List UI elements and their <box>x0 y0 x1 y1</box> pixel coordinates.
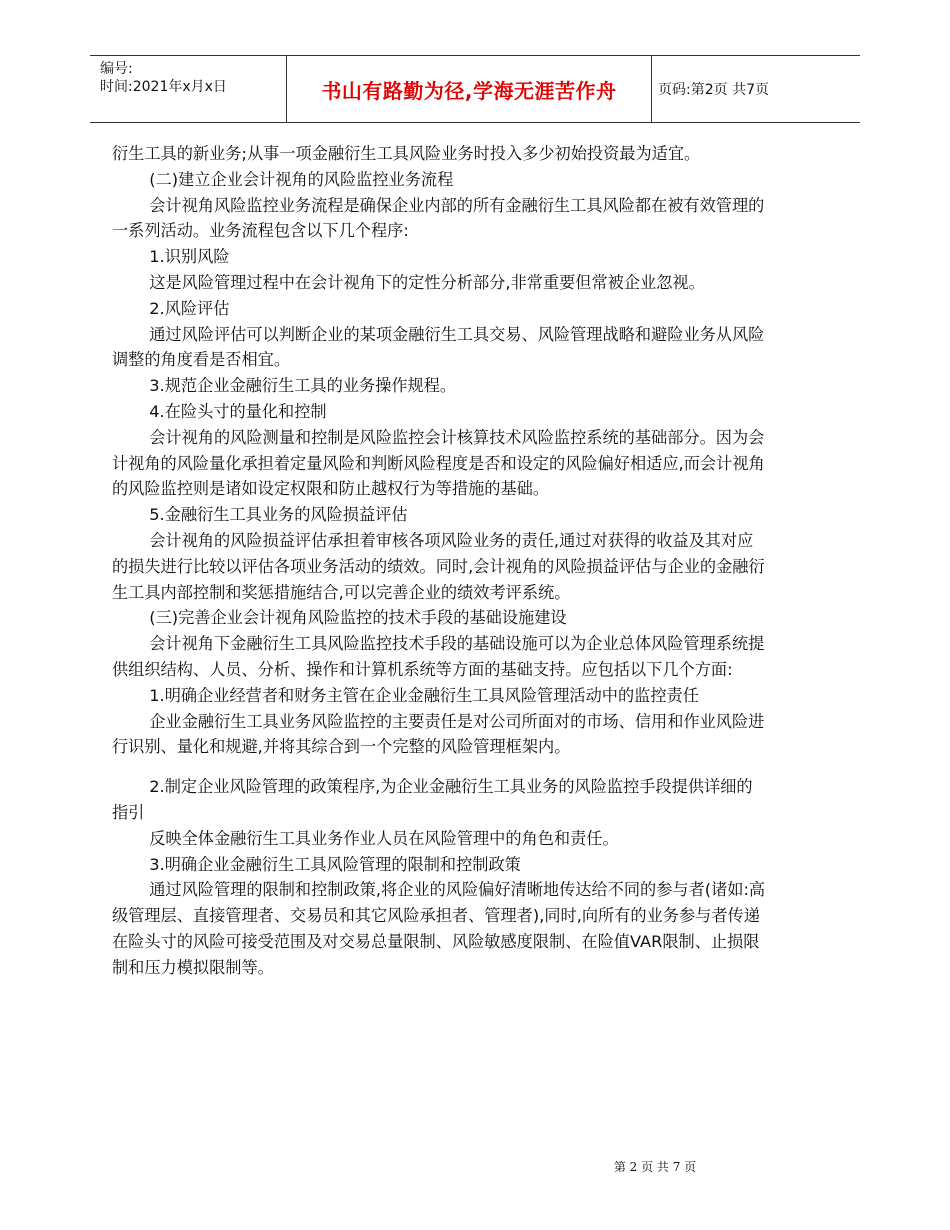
paragraph: 企业金融衍生工具业务风险监控的主要责任是对公司所面对的市场、信用和作业风险进行识别、量化和规避,并将其综合到一个完整的风险管理框架内。 <box>112 711 765 757</box>
paragraph: 会计视角风险监控业务流程是确保企业内部的所有金融衍生工具风险都在被有效管理的一系列活动。业务流程包含以下几个程序: <box>112 195 765 241</box>
time-label: 时间:2021年x月x日 <box>100 79 227 95</box>
paragraph: 会计视角下金融衍生工具风险监控技术手段的基础设施可以为企业总体风险管理系统提供组织结构、人员、分析、操作和计算机系统等方面的基础支持。应包括以下几个方面: <box>112 634 765 679</box>
page-footer <box>0 1158 950 1175</box>
numbered-heading: 5.金融衍生工具业务的风险损益评估 <box>149 505 408 525</box>
motto-text: 书山有路勤为径,学海无涯苦作舟 <box>321 78 617 103</box>
paragraph: 衍生工具的新业务;从事一项金融衍生工具风险业务时投入多少初始投资最为适宜。 <box>112 144 701 163</box>
paragraph: (三)完善企业会计视角风险监控的技术手段的基础设施建设 <box>149 608 567 628</box>
page-header <box>90 55 860 123</box>
number-label: 编号: <box>100 61 133 77</box>
numbered-heading: 1.明确企业经营者和财务主管在企业金融衍生工具风险管理活动中的监控责任 <box>149 685 699 705</box>
page-label: 页码:第2页 共7页 <box>658 82 769 98</box>
header-page-info <box>658 56 769 122</box>
paragraph: 通过风险管理的限制和控制政策,将企业的风险偏好清晰地传达给不同的参与者(诸如:高级管理层、直接管理者、交易员和其它风险承担者、管理者),同时,向所有的业务参与者传递在险头寸的风险可接受范围及对交易总量限制、风险敏感度限制、在险值VAR限制、止损限制和压力模拟限制等。 <box>112 880 766 977</box>
header-motto-box <box>286 56 652 122</box>
numbered-heading: 4.在险头寸的量化和控制 <box>149 401 327 421</box>
numbered-heading: 1.识别风险 <box>149 247 230 267</box>
document-body <box>112 141 767 981</box>
numbered-heading: 2.风险评估 <box>149 298 230 318</box>
numbered-heading: 3.规范企业金融衍生工具的业务操作规程。 <box>149 376 457 396</box>
paragraph: (二)建立企业会计视角的风险监控业务流程 <box>149 169 454 189</box>
numbered-heading: 2.制定企业风险管理的政策程序,为企业金融衍生工具业务的风险监控手段提供详细的指引 <box>112 777 753 822</box>
header-meta <box>100 60 227 96</box>
numbered-heading: 3.明确企业金融衍生工具风险管理的限制和控制政策 <box>149 854 521 874</box>
paragraph: 会计视角的风险测量和控制是风险监控会计核算技术风险监控系统的基础部分。因为会计视角的风险量化承担着定量风险和判断风险程度是否和设定的风险偏好相适应,而会计视角的风险监控则是诸如设定权限和防止越权行为等措施的基础。 <box>112 427 765 499</box>
footer-page-number: 第 2 页 共 7 页 <box>613 1160 697 1174</box>
paragraph: 通过风险评估可以判断企业的某项金融衍生工具交易、风险管理战略和避险业务从风险调整的角度看是否相宜。 <box>112 324 765 370</box>
paragraph <box>112 760 767 774</box>
paragraph: 反映全体金融衍生工具业务作业人员在风险管理中的角色和责任。 <box>149 828 619 848</box>
paragraph: 会计视角的风险损益评估承担着审核各项风险业务的责任,通过对获得的收益及其对应的损失进行比较以评估各项业务活动的绩效。同时,会计视角的风险损益评估与企业的金融衍生工具内部控制和奖惩措施结合,可以完善企业的绩效考评系统。 <box>112 530 765 602</box>
paragraph: 这是风险管理过程中在会计视角下的定性分析部分,非常重要但常被企业忽视。 <box>149 272 705 292</box>
